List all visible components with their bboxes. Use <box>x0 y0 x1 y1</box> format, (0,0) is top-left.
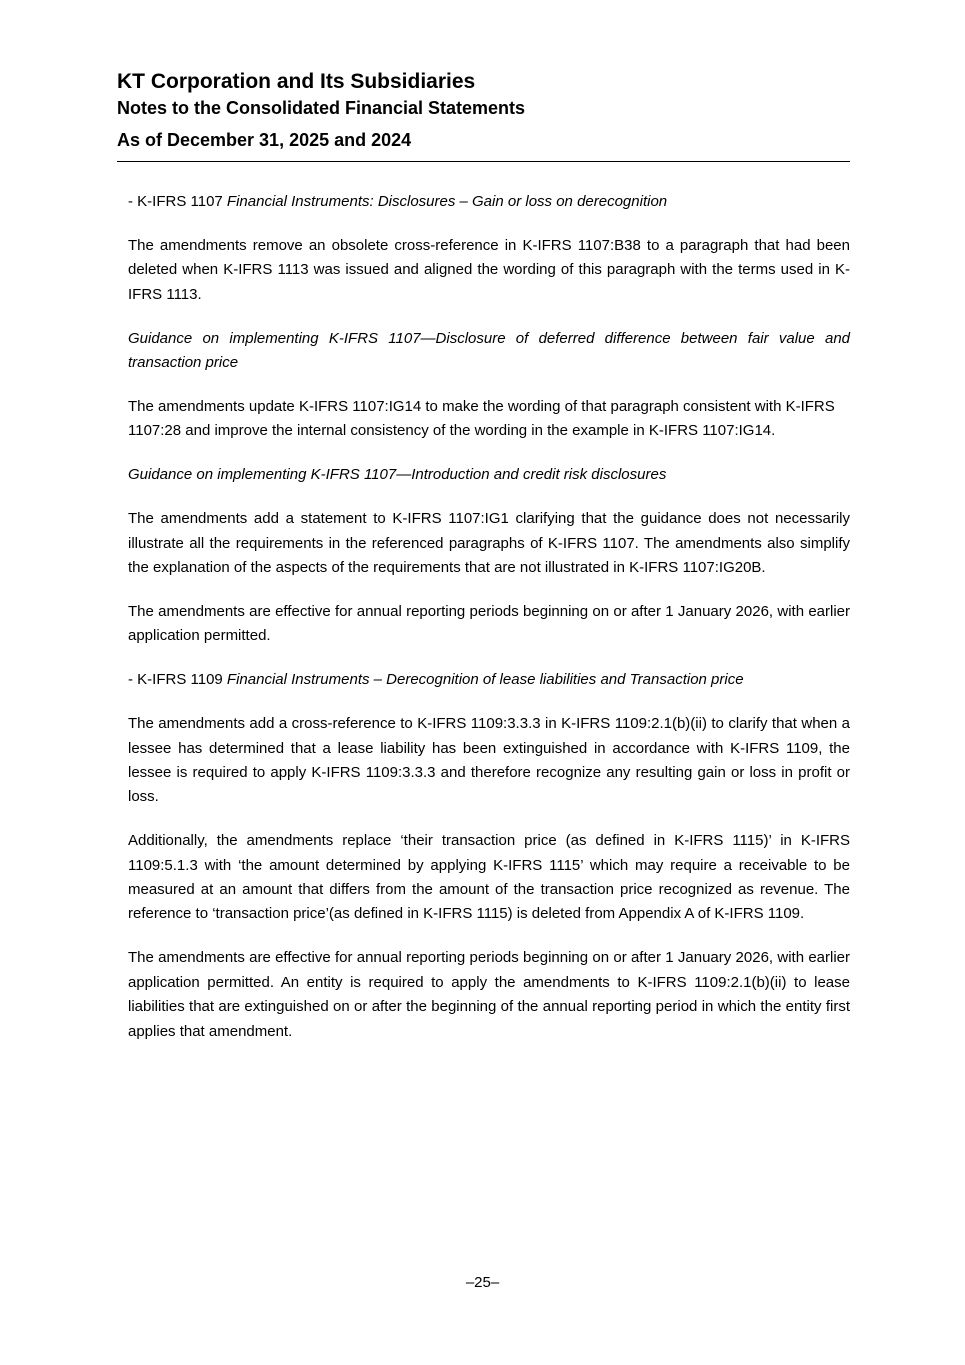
ifrs-1109-heading <box>128 668 850 692</box>
guidance-deferred-difference-heading: Guidance on implementing K-IFRS 1107—Disclosure of deferred difference between fair value and transaction price <box>128 329 850 372</box>
paragraph-ig14-update: The amendments update K-IFRS 1107:IG14 to make the wording of that paragraph consistent with K-IFRS 1107:28 and improve the internal consistency of the wording in the example in K-IFRS 1107:IG14. <box>128 397 835 440</box>
paragraph-b38-cross-reference: The amendments remove an obsolete cross-reference in K-IFRS 1107:B38 to a paragraph that had been deleted when K-IFRS 1113 was issued and aligned the wording of this paragraph with the terms used in K-IFRS 1113. <box>128 236 850 303</box>
page-header <box>117 68 850 152</box>
paragraph-lease-liability-derecognition: The amendments add a cross-reference to K-IFRS 1109:3.3.3 in K-IFRS 1109:2.1(b)(ii) to clarify that when a lessee has determined that a lease liability has been extinguished in accordance with K-IFRS 1109, the lessee is required to apply K-IFRS 1109:3.3.3 and therefore recognize any resulting gain or loss in profit or loss. <box>128 715 850 806</box>
report-date: As of December 31, 2025 and 2024 <box>117 130 412 150</box>
ifrs-1107-heading <box>128 190 850 214</box>
header-divider <box>117 161 850 162</box>
notes-title: Notes to the Consolidated Financial Statements <box>117 98 526 118</box>
notes-content <box>128 190 850 1063</box>
paragraph-1109-effective-date: The amendments are effective for annual reporting periods beginning on or after 1 January 2026, with earlier application permitted. An entity is required to apply the amendments to K-IFRS 1109:2.1(b)(ii) to lease liabilities that are extinguished on or after the beginning of the annual reporting period in which the entity first applies that amendment. <box>128 949 850 1040</box>
company-title: KT Corporation and Its Subsidiaries <box>117 70 476 93</box>
paragraph-ig1-statement: The amendments add a statement to K-IFRS 1107:IG1 clarifying that the guidance does not necessarily illustrate all the requirements in the referenced paragraphs of K-IFRS 1107. The amendments also simplify the explanation of the aspects of the requirements that are not illustrated in K-IFRS 1107:IG20B. <box>128 510 850 576</box>
ifrs-1109-title: Financial Instruments – Derecognition of lease liabilities and Transaction price <box>226 671 744 689</box>
ifrs-1109-prefix: - K-IFRS 1109 <box>128 671 227 689</box>
paragraph-transaction-price: Additionally, the amendments replace ‘their transaction price (as defined in K-IFRS 1115)’ in K-IFRS 1109:5.1.3 with ‘the amount determined by applying K-IFRS 1115’ which may require a receivable to be measured at an amount that differs from the amount of the transaction price recognized as revenue. The reference to ‘transaction price’(as defined in K-IFRS 1115) is deleted from Appendix A of K-IFRS 1109. <box>128 832 850 923</box>
ifrs-1107-title: Financial Instruments: Disclosures – Gain or loss on derecognition <box>226 193 668 210</box>
guidance-credit-risk-heading: Guidance on implementing K-IFRS 1107—Introduction and credit risk disclosures <box>128 466 667 484</box>
paragraph-1107-effective-date: The amendments are effective for annual reporting periods beginning on or after 1 January 2026, with earlier application permitted. <box>128 602 850 645</box>
ifrs-1107-prefix: - K-IFRS 1107 <box>128 193 227 210</box>
page-number: –25– <box>465 1274 500 1291</box>
